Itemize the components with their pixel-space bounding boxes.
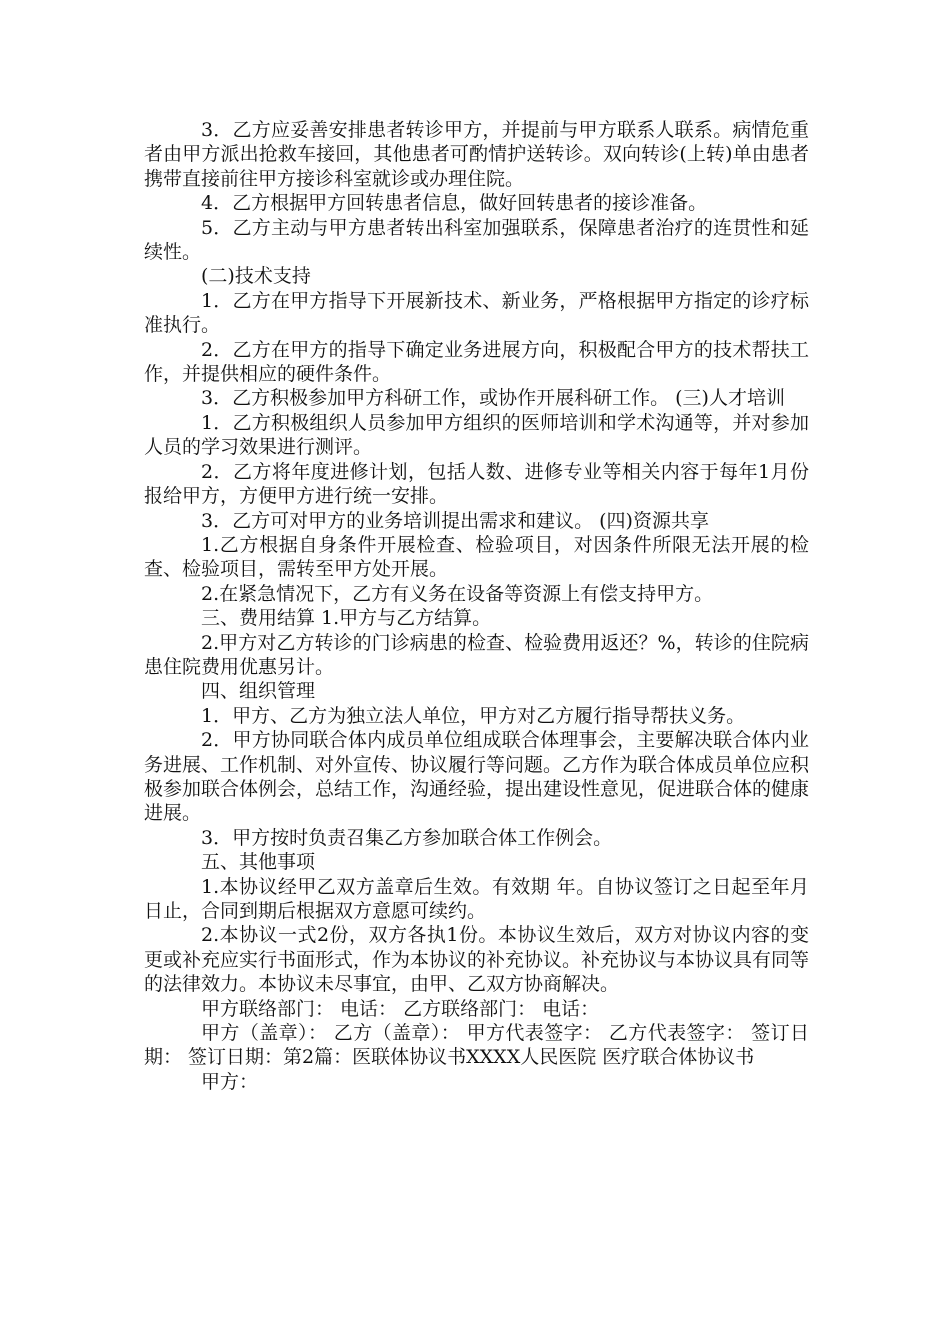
document-body [144, 118, 809, 1094]
party-a-line: 甲方： [201, 1070, 259, 1093]
section-heading: 三、费用结算 1.甲方与乙方结算。 [201, 607, 492, 630]
section-heading: (二)技术支持 [201, 265, 311, 288]
paragraph: 2.本协议一式2份，双方各执1份。本协议生效后，双方对协议内容的变更或补充应实行书面形式，作为本协议的补充协议。补充协议与本协议具有同等的法律效力。本协议未尽事宜，由甲、乙双方协商解决。 [144, 924, 810, 996]
paragraph: 1.本协议经甲乙双方盖章后生效。有效期 年。自协议签订之日起至年月 日止，合同到期后根据双方意愿可续约。 [144, 875, 809, 922]
paragraph: 3．甲方按时负责召集乙方参加联合体工作例会。 [201, 826, 613, 849]
paragraph: 3．乙方应妥善安排患者转诊甲方，并提前与甲方联系人联系。病情危重者由甲方派出抢救车接回，其他患者可酌情护送转诊。双向转诊(上转)单由患者携带直接前往甲方接诊科室就诊或办理住院。 [144, 119, 809, 190]
signature-line: 甲方（盖章）： 乙方（盖章）： 甲方代表签字： 乙方代表签字： 签订日期： 签订日期：第2篇：医联体协议书XXXX人民医院 医疗联合体协议书 [144, 1022, 809, 1069]
paragraph: 3．乙方可对甲方的业务培训提出需求和建议。 (四)资源共享 [201, 509, 709, 532]
contact-line: 甲方联络部门： 电话： 乙方联络部门： 电话： [201, 997, 600, 1020]
paragraph: 1.乙方根据自身条件开展检查、检验项目，对因条件所限无法开展的检查、检验项目，需转至甲方处开展。 [144, 533, 809, 581]
paragraph: 2．乙方将年度进修计划，包括人数、进修专业等相关内容于每年1月份报给甲方，方便甲方进行统一安排。 [144, 460, 809, 508]
paragraph: 3．乙方积极参加甲方科研工作，或协作开展科研工作。 (三)人才培训 [201, 387, 785, 410]
paragraph: 2．乙方在甲方的指导下确定业务进展方向，积极配合甲方的技术帮扶工作，并提供相应的硬件条件。 [144, 338, 809, 386]
section-heading: 四、组织管理 [201, 680, 316, 703]
paragraph: 4．乙方根据甲方回转患者信息，做好回转患者的接诊准备。 [201, 192, 708, 215]
paragraph: 2.甲方对乙方转诊的门诊病患的检查、检验费用返还？%，转诊的住院病患住院费用优惠另计。 [144, 631, 809, 678]
section-heading: 五、其他事项 [201, 851, 316, 874]
paragraph: 2．甲方协同联合体内成员单位组成联合体理事会，主要解决联合体内业务进展、工作机制、对外宣传、协议履行等问题。乙方作为联合体成员单位应积极参加联合体例会，总结工作，沟通经验，提出建设性意见，促进联合体的健康进展。 [144, 729, 810, 825]
paragraph: 5．乙方主动与甲方患者转出科室加强联系，保障患者治疗的连贯性和延续性。 [144, 216, 809, 264]
paragraph: 1．乙方积极组织人员参加甲方组织的医师培训和学术沟通等，并对参加人员的学习效果进行测评。 [144, 411, 809, 459]
paragraph: 2.在紧急情况下，乙方有义务在设备等资源上有偿支持甲方。 [201, 582, 714, 605]
paragraph: 1．乙方在甲方指导下开展新技术、新业务，严格根据甲方指定的诊疗标准执行。 [144, 289, 809, 337]
paragraph: 1．甲方、乙方为独立法人单位，甲方对乙方履行指导帮扶义务。 [201, 704, 746, 727]
